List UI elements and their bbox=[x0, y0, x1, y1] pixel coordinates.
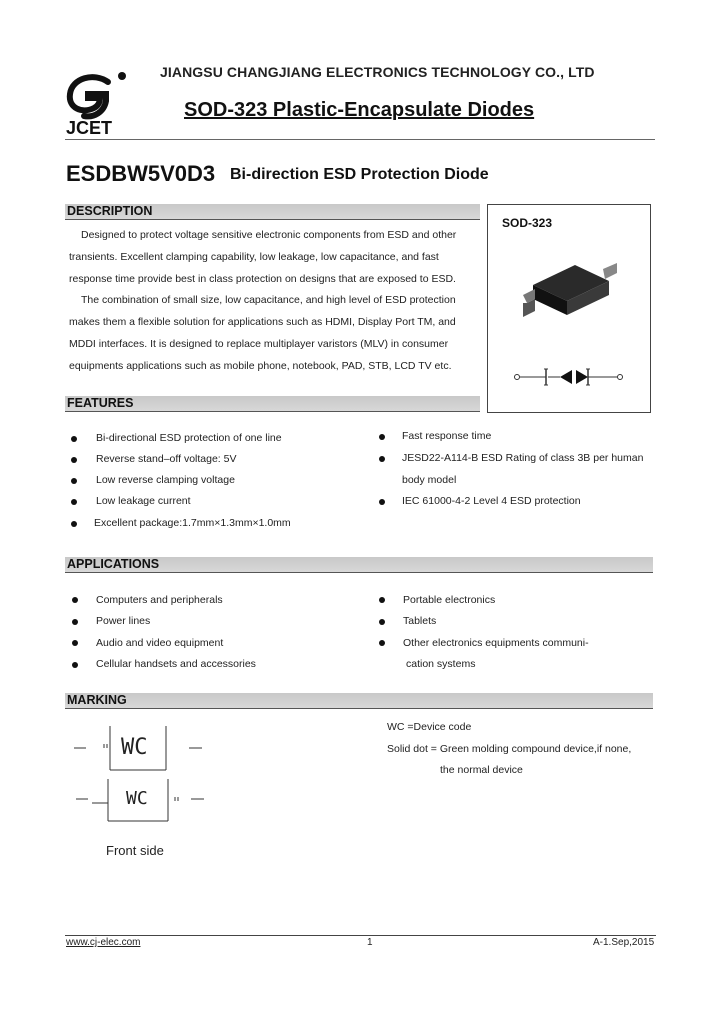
description-line: transients. Excellent clamping capability, low leakage, low capacitance, and fast bbox=[69, 250, 439, 263]
description-line: The combination of small size, low capacitance, and high level of ESD protection bbox=[81, 294, 456, 307]
bullet-icon bbox=[72, 597, 78, 603]
bullet-icon bbox=[72, 619, 78, 625]
description-line: makes them a flexible solution for applications such as HDMI, Display Port TM, and bbox=[69, 316, 456, 329]
footer-divider bbox=[65, 935, 656, 936]
bullet-icon bbox=[379, 434, 385, 440]
description-line: response time provide best in class protection on designs that are exposed to ESD. bbox=[69, 272, 456, 285]
features-heading: FEATURES bbox=[65, 396, 480, 412]
bullet-icon bbox=[71, 499, 77, 505]
description-line: MDDI interfaces. It is designed to replace multiplayer varistors (MLV) in consumer bbox=[69, 337, 449, 350]
application-item: Portable electronics bbox=[403, 594, 496, 606]
bullet-icon bbox=[379, 619, 385, 625]
application-item: Power lines bbox=[96, 615, 151, 627]
marking-code-bottom: WC bbox=[126, 788, 148, 809]
feature-item: Low leakage current bbox=[96, 495, 191, 507]
bullet-icon bbox=[71, 478, 77, 484]
part-description: Bi-direction ESD Protection Diode bbox=[230, 166, 489, 183]
bidirectional-diode-icon bbox=[510, 366, 630, 388]
front-side-label: Front side bbox=[106, 843, 164, 858]
part-number: ESDBW5V0D3 bbox=[66, 161, 216, 186]
schematic-symbol bbox=[510, 366, 630, 388]
bullet-icon bbox=[379, 456, 385, 462]
application-item: Computers and peripherals bbox=[96, 594, 223, 606]
feature-item: Low reverse clamping voltage bbox=[96, 474, 235, 486]
application-item: Other electronics equipments communi- bbox=[403, 637, 589, 649]
feature-item: Excellent package:1.7mm×1.3mm×1.0mm bbox=[94, 517, 291, 529]
description-line: equipments applications such as mobile phone, notebook, PAD, STB, LCD TV etc. bbox=[69, 359, 452, 372]
applications-heading: APPLICATIONS bbox=[65, 557, 653, 573]
bullet-icon bbox=[379, 499, 385, 505]
document-subtitle: SOD-323 Plastic-Encapsulate Diodes bbox=[184, 99, 535, 121]
marking-legend-line: WC =Device code bbox=[387, 721, 472, 733]
marking-code-top: WC bbox=[121, 735, 148, 760]
company-name: JIANGSU CHANGJIANG ELECTRONICS TECHNOLOGY CO., LTD bbox=[160, 64, 595, 80]
description-heading: DESCRIPTION bbox=[65, 204, 480, 220]
footer-url-link[interactable]: www.cj-elec.com bbox=[66, 937, 141, 948]
application-item: cation systems bbox=[406, 658, 476, 670]
package-drawing bbox=[513, 255, 623, 330]
feature-item: Reverse stand–off voltage: 5V bbox=[96, 453, 237, 465]
header-divider bbox=[65, 139, 655, 140]
description-body bbox=[69, 225, 477, 378]
marking-legend-line: Solid dot = Green molding compound device,if none, bbox=[387, 743, 632, 755]
feature-item: IEC 61000-4-2 Level 4 ESD protection bbox=[402, 495, 581, 507]
feature-item: JESD22-A114-B ESD Rating of class 3B per human bbox=[402, 452, 644, 464]
bullet-icon bbox=[379, 597, 385, 603]
application-item: Audio and video equipment bbox=[96, 637, 224, 649]
bullet-icon bbox=[379, 640, 385, 646]
feature-item: body model bbox=[402, 474, 457, 486]
application-item: Cellular handsets and accessories bbox=[96, 658, 256, 670]
bullet-icon bbox=[72, 662, 78, 668]
revision-date: A-1.Sep,2015 bbox=[593, 937, 655, 948]
feature-item: Fast response time bbox=[402, 430, 492, 442]
bullet-icon bbox=[71, 457, 77, 463]
bullet-icon bbox=[72, 640, 78, 646]
page-number: 1 bbox=[367, 937, 373, 948]
application-item: Tablets bbox=[403, 615, 437, 627]
bullet-icon bbox=[71, 436, 77, 442]
marking-legend-line: the normal device bbox=[440, 764, 523, 776]
package-title: SOD-323 bbox=[502, 216, 553, 230]
logo-text: JCET bbox=[66, 118, 113, 138]
description-line: Designed to protect voltage sensitive electronic components from ESD and other bbox=[81, 229, 457, 241]
marking-heading: MARKING bbox=[65, 693, 653, 709]
feature-item: Bi-directional ESD protection of one line bbox=[96, 432, 282, 444]
bullet-icon bbox=[71, 521, 77, 527]
sod323-package-icon bbox=[513, 255, 623, 330]
